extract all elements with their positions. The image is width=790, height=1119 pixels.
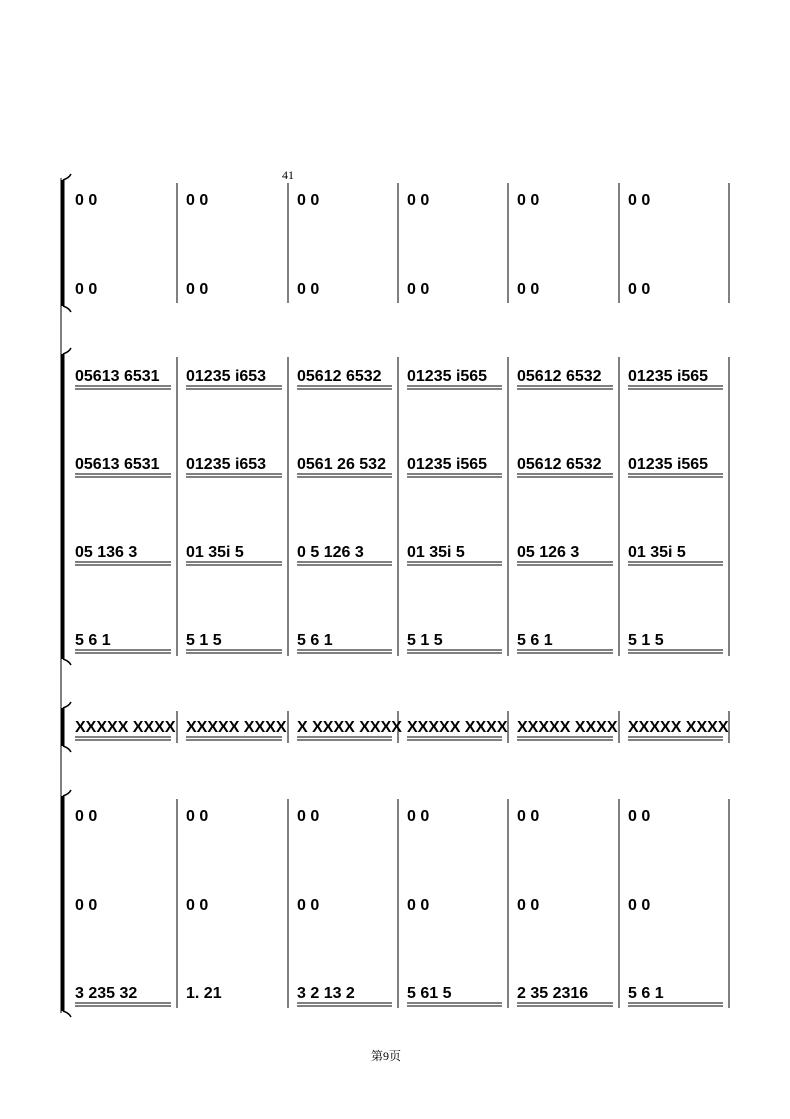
note-cell: X XXXX XXXX xyxy=(297,719,402,736)
note-cell: 0 0 xyxy=(407,281,430,298)
bracket-hook-top xyxy=(63,348,71,354)
note-cell: 01235 i565 xyxy=(628,456,709,473)
note-cell: 0 0 xyxy=(517,808,540,825)
note-cell: 01 35i 5 xyxy=(407,544,465,561)
note-cell: 0 0 xyxy=(186,281,209,298)
note-cell: 0 0 xyxy=(517,192,540,209)
note-cell: 05613 6531 xyxy=(75,456,160,473)
note-cell: 0 0 xyxy=(75,281,98,298)
note-cell: 0 0 xyxy=(75,808,98,825)
note-cell: 01235 i653 xyxy=(186,456,267,473)
note-cell: 01 35i 5 xyxy=(628,544,686,561)
measure-number: 41 xyxy=(282,168,294,182)
note-cell: 0 0 xyxy=(407,808,430,825)
note-cell: 3 2 13 2 xyxy=(297,985,355,1002)
note-cell: 05612 6532 xyxy=(517,368,602,385)
note-cell: 0561 26 532 xyxy=(297,456,386,473)
bracket-hook-bottom xyxy=(63,306,71,312)
bracket-hook-top xyxy=(63,702,71,708)
note-cell: XXXXX XXXX xyxy=(517,719,618,736)
note-cell: 05 126 3 xyxy=(517,544,580,561)
note-cell: XXXXX XXXX xyxy=(186,719,287,736)
note-cell: 0 0 xyxy=(628,192,651,209)
note-cell: 0 0 xyxy=(628,281,651,298)
note-cell: 05613 6531 xyxy=(75,368,160,385)
note-cell: 01235 i565 xyxy=(407,456,488,473)
note-cell: 0 0 xyxy=(186,808,209,825)
note-cell: 5 6 1 xyxy=(517,632,553,649)
bracket-hook-top xyxy=(63,790,71,796)
note-cell: 0 0 xyxy=(297,192,320,209)
bracket-hook-bottom xyxy=(63,1011,71,1017)
note-cell: 5 6 1 xyxy=(75,632,111,649)
note-cell: 5 6 1 xyxy=(628,985,664,1002)
bracket-hook-top xyxy=(63,174,71,180)
note-cell: 5 6 1 xyxy=(297,632,333,649)
note-cell: 0 0 xyxy=(297,808,320,825)
note-cell: 0 0 xyxy=(297,897,320,914)
note-cell: 01235 i565 xyxy=(407,368,488,385)
bracket-hook-bottom xyxy=(63,659,71,665)
note-cell: 0 0 xyxy=(407,897,430,914)
note-cell: 05 136 3 xyxy=(75,544,138,561)
note-cell: 2 35 2316 xyxy=(517,985,589,1002)
note-cell: 5 61 5 xyxy=(407,985,452,1002)
note-cell: 3 235 32 xyxy=(75,985,138,1002)
note-cell: 0 0 xyxy=(628,808,651,825)
note-cell: 01 35i 5 xyxy=(186,544,244,561)
note-cell: XXXXX XXXX xyxy=(75,719,176,736)
page-number: 第9页 xyxy=(371,1049,402,1063)
note-cell: 5 1 5 xyxy=(628,632,664,649)
note-cell: 01235 i565 xyxy=(628,368,709,385)
note-cell: 05612 6532 xyxy=(517,456,602,473)
note-cell: 0 0 xyxy=(186,897,209,914)
note-cell: 0 0 xyxy=(75,192,98,209)
note-cell: 05612 6532 xyxy=(297,368,382,385)
bracket-hook-bottom xyxy=(63,746,71,752)
note-cell: 1. 21 xyxy=(186,985,222,1002)
note-cell: 0 0 xyxy=(297,281,320,298)
note-cell: 0 5 126 3 xyxy=(297,544,364,561)
note-cell: 5 1 5 xyxy=(186,632,222,649)
note-cell: 0 0 xyxy=(628,897,651,914)
note-cell: 0 0 xyxy=(407,192,430,209)
note-cell: XXXXX XXXX xyxy=(407,719,508,736)
note-cell: 0 0 xyxy=(186,192,209,209)
note-cell: 0 0 xyxy=(517,897,540,914)
note-cell: 5 1 5 xyxy=(407,632,443,649)
note-cell: 0 0 xyxy=(75,897,98,914)
note-cell: 01235 i653 xyxy=(186,368,267,385)
note-cell: 0 0 xyxy=(517,281,540,298)
note-cell: XXXXX XXXX xyxy=(628,719,729,736)
